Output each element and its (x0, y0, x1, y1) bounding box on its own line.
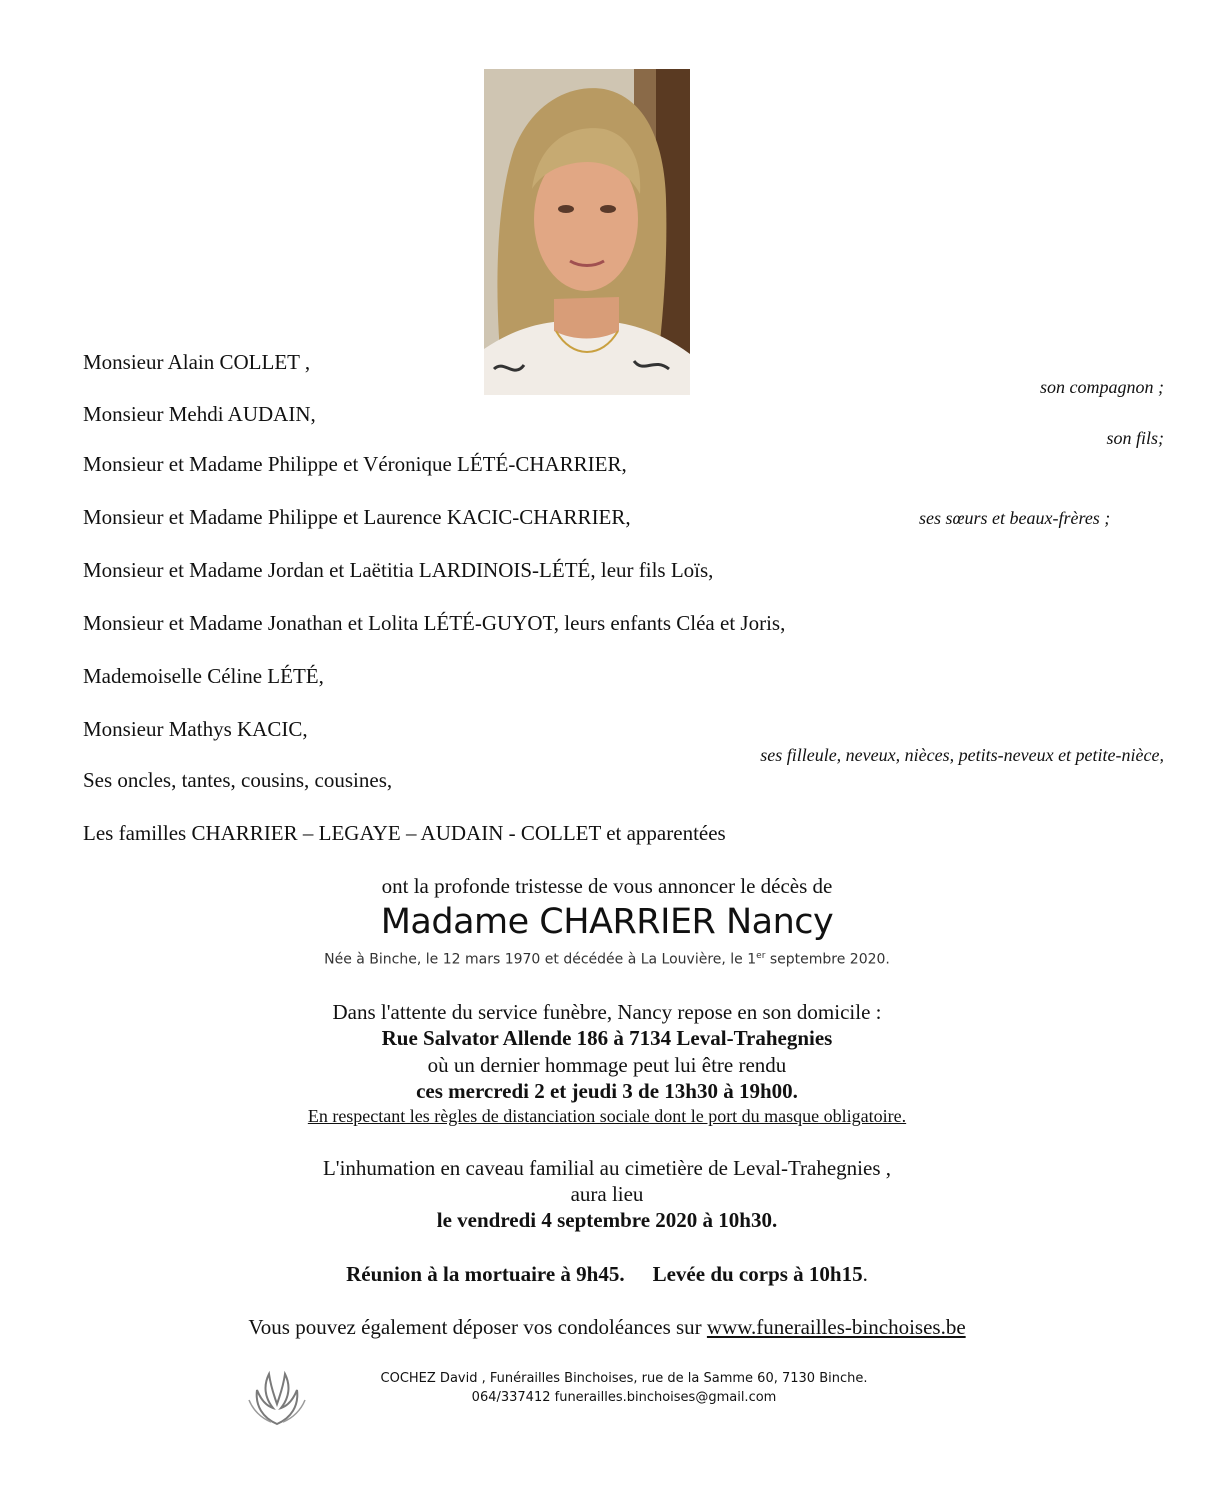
condolences-link[interactable]: www.funerailles-binchoises.be (706, 1315, 966, 1339)
birth-death-dates (0, 951, 1214, 968)
wake-address: Rue Salvator Allende 186 à 7134 Leval-Trahegnies (381, 1026, 833, 1050)
family-line-1: Monsieur Alain COLLET , (83, 350, 311, 374)
wake-intro: Dans l'attente du service funèbre, Nancy repose en son domicile : (332, 1000, 882, 1024)
role-son: son fils; (1106, 428, 1164, 448)
footer-line-1: COCHEZ David , Funérailles Binchoises, rue de la Samme 60, 7130 Binche. (380, 1371, 868, 1386)
portrait-photo (484, 69, 690, 395)
burial-date: le vendredi 4 septembre 2020 à 10h30. (436, 1208, 778, 1232)
dates-text-end: septembre 2020. (765, 951, 890, 968)
family-line-4: Monsieur et Madame Philippe et Laurence KACIC-CHARRIER, (83, 505, 631, 529)
burial-line-2: aura lieu (570, 1182, 644, 1206)
role-companion: son compagnon ; (1040, 377, 1164, 397)
family-line-5: Monsieur et Madame Jordan et Laëtitia LARDINOIS-LÉTÉ, leur fils Loïs, (83, 558, 714, 582)
family-line-6: Monsieur et Madame Jonathan et Lolita LÉTÉ-GUYOT, leurs enfants Cléa et Joris, (83, 611, 786, 635)
family-line-8: Monsieur Mathys KACIC, (83, 717, 308, 741)
family-line-2: Monsieur Mehdi AUDAIN, (83, 402, 316, 426)
burial-line-1: L'inhumation en caveau familial au cimetière de Leval-Trahegnies , (322, 1156, 892, 1180)
wake-dates: ces mercredi 2 et jeudi 3 de 13h30 à 19h00. (416, 1079, 798, 1103)
dates-superscript: er (756, 951, 766, 961)
dates-text: Née à Binche, le 12 mars 1970 et décédée à La Louvière, le 1 (324, 951, 757, 968)
deceased-name: Madame CHARRIER Nancy (380, 902, 834, 942)
announcement-text: ont la profonde tristesse de vous annoncer le décès de (381, 874, 833, 898)
condolences-line (0, 1315, 1214, 1340)
meeting-line (0, 1262, 1214, 1287)
family-line-7: Mademoiselle Céline LÉTÉ, (83, 664, 324, 688)
family-line-9: Ses oncles, tantes, cousins, cousines, (83, 768, 393, 792)
funeral-home-logo-icon (243, 1370, 311, 1428)
footer-line-2: 064/337412 funerailles.binchoises@gmail.com (471, 1390, 777, 1405)
distancing-notice: En respectant les règles de distanciation sociale dont le port du masque obligatoire. (307, 1106, 907, 1126)
family-line-3: Monsieur et Madame Philippe et Véronique LÉTÉ-CHARRIER, (83, 452, 627, 476)
meeting-reunion: Réunion à la mortuaire à 9h45. (346, 1262, 625, 1286)
meeting-dot: . (862, 1262, 868, 1286)
meeting-levee: Levée du corps à 10h15 (652, 1262, 863, 1286)
role-nieces-nephews: ses filleule, neveux, nièces, petits-neveux et petite-nièce, (760, 745, 1164, 765)
condolences-text: Vous pouvez également déposer vos condoléances sur (248, 1315, 707, 1339)
family-line-10: Les familles CHARRIER – LEGAYE – AUDAIN - COLLET et apparentées (83, 821, 726, 845)
wake-hommage: où un dernier hommage peut lui être rendu (427, 1053, 787, 1077)
role-sisters: ses sœurs et beaux-frères ; (919, 508, 1111, 528)
